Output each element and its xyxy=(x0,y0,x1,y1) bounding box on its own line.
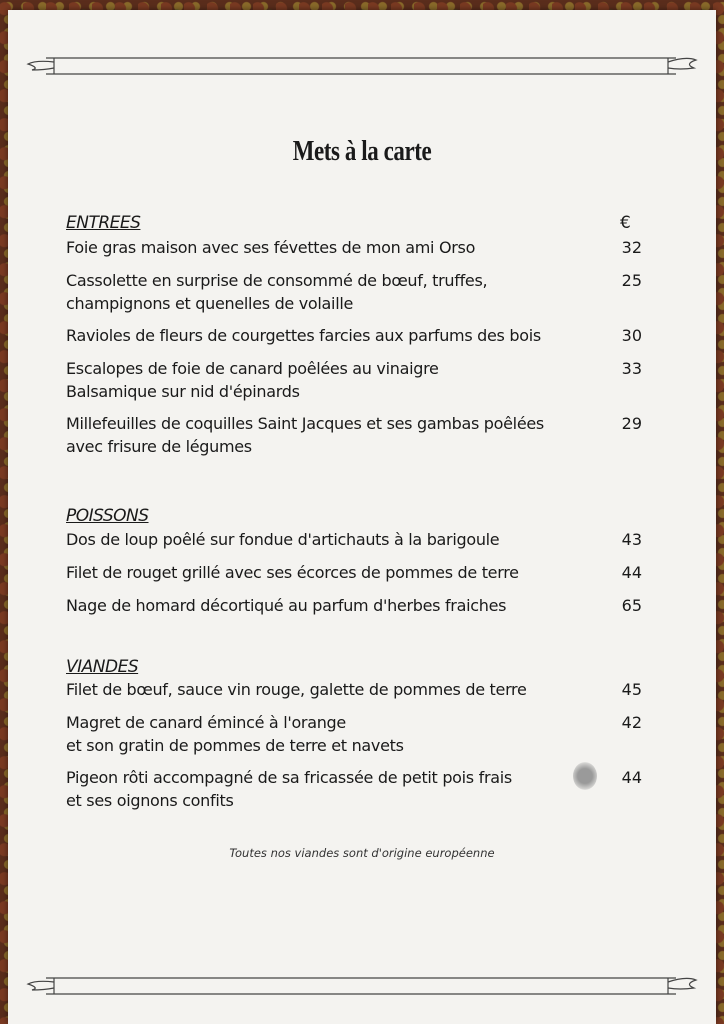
item-price: 65 xyxy=(621,596,642,615)
section-title-entrees: ENTREES xyxy=(66,213,141,233)
item-line: champignons et quenelles de volaille xyxy=(66,294,354,313)
item-line: Filet de bœuf, sauce vin rouge, galette de pommes de terre xyxy=(66,680,527,699)
menu-item xyxy=(66,269,586,315)
item-line: Nage de homard décortiqué au parfum d'herbes fraiches xyxy=(66,596,507,615)
scroll-ornament-top-icon xyxy=(26,48,698,78)
item-line: Foie gras maison avec ses févettes de mon ami Orso xyxy=(66,238,476,257)
item-price: 25 xyxy=(621,271,642,290)
menu-item xyxy=(66,561,586,584)
item-price: 44 xyxy=(621,563,642,582)
item-line: Cassolette en surprise de consommé de bœuf, truffes, xyxy=(66,271,488,290)
item-line: Magret de canard émincé à l'orange xyxy=(66,713,346,732)
item-price: 32 xyxy=(621,238,642,257)
menu-item xyxy=(66,528,586,551)
menu-item xyxy=(66,324,586,347)
item-line: Ravioles de fleurs de courgettes farcies aux parfums des bois xyxy=(66,326,541,345)
item-line: Escalopes de foie de canard poêlées au vinaigre xyxy=(66,359,439,378)
item-line: Dos de loup poêlé sur fondue d'artichauts à la barigoule xyxy=(66,530,500,549)
scroll-ornament-bottom-icon xyxy=(26,968,698,998)
item-line: et son gratin de pommes de terre et navets xyxy=(66,736,404,755)
menu-item xyxy=(66,236,586,259)
menu-item xyxy=(66,412,586,458)
item-line: et ses oignons confits xyxy=(66,791,234,810)
menu-item xyxy=(66,678,586,701)
section-title-viandes: VIANDES xyxy=(66,657,139,677)
item-line: avec frisure de légumes xyxy=(66,437,252,456)
item-price: 43 xyxy=(621,530,642,549)
currency-symbol: € xyxy=(620,213,631,233)
item-price: 29 xyxy=(621,414,642,433)
menu-item xyxy=(66,711,586,757)
section-title-poissons: POISSONS xyxy=(66,506,149,526)
menu-item xyxy=(66,357,586,403)
item-line: Millefeuilles de coquilles Saint Jacques et ses gambas poêlées xyxy=(66,414,544,433)
item-line: Filet de rouget grillé avec ses écorces de pommes de terre xyxy=(66,563,519,582)
item-price: 44 xyxy=(621,768,642,787)
item-price: 33 xyxy=(621,359,642,378)
item-line: Pigeon rôti accompagné de sa fricassée de petit pois frais xyxy=(66,768,512,787)
paper-stain xyxy=(573,762,597,790)
footnote: Toutes nos viandes sont d'origine européenne xyxy=(229,846,495,860)
item-price: 42 xyxy=(621,713,642,732)
menu-title: Mets à la carte xyxy=(292,136,432,167)
item-line: Balsamique sur nid d'épinards xyxy=(66,382,300,401)
menu-item xyxy=(66,766,586,812)
item-price: 45 xyxy=(621,680,642,699)
menu-item xyxy=(66,594,586,617)
item-price: 30 xyxy=(621,326,642,345)
menu-page xyxy=(8,10,716,1024)
